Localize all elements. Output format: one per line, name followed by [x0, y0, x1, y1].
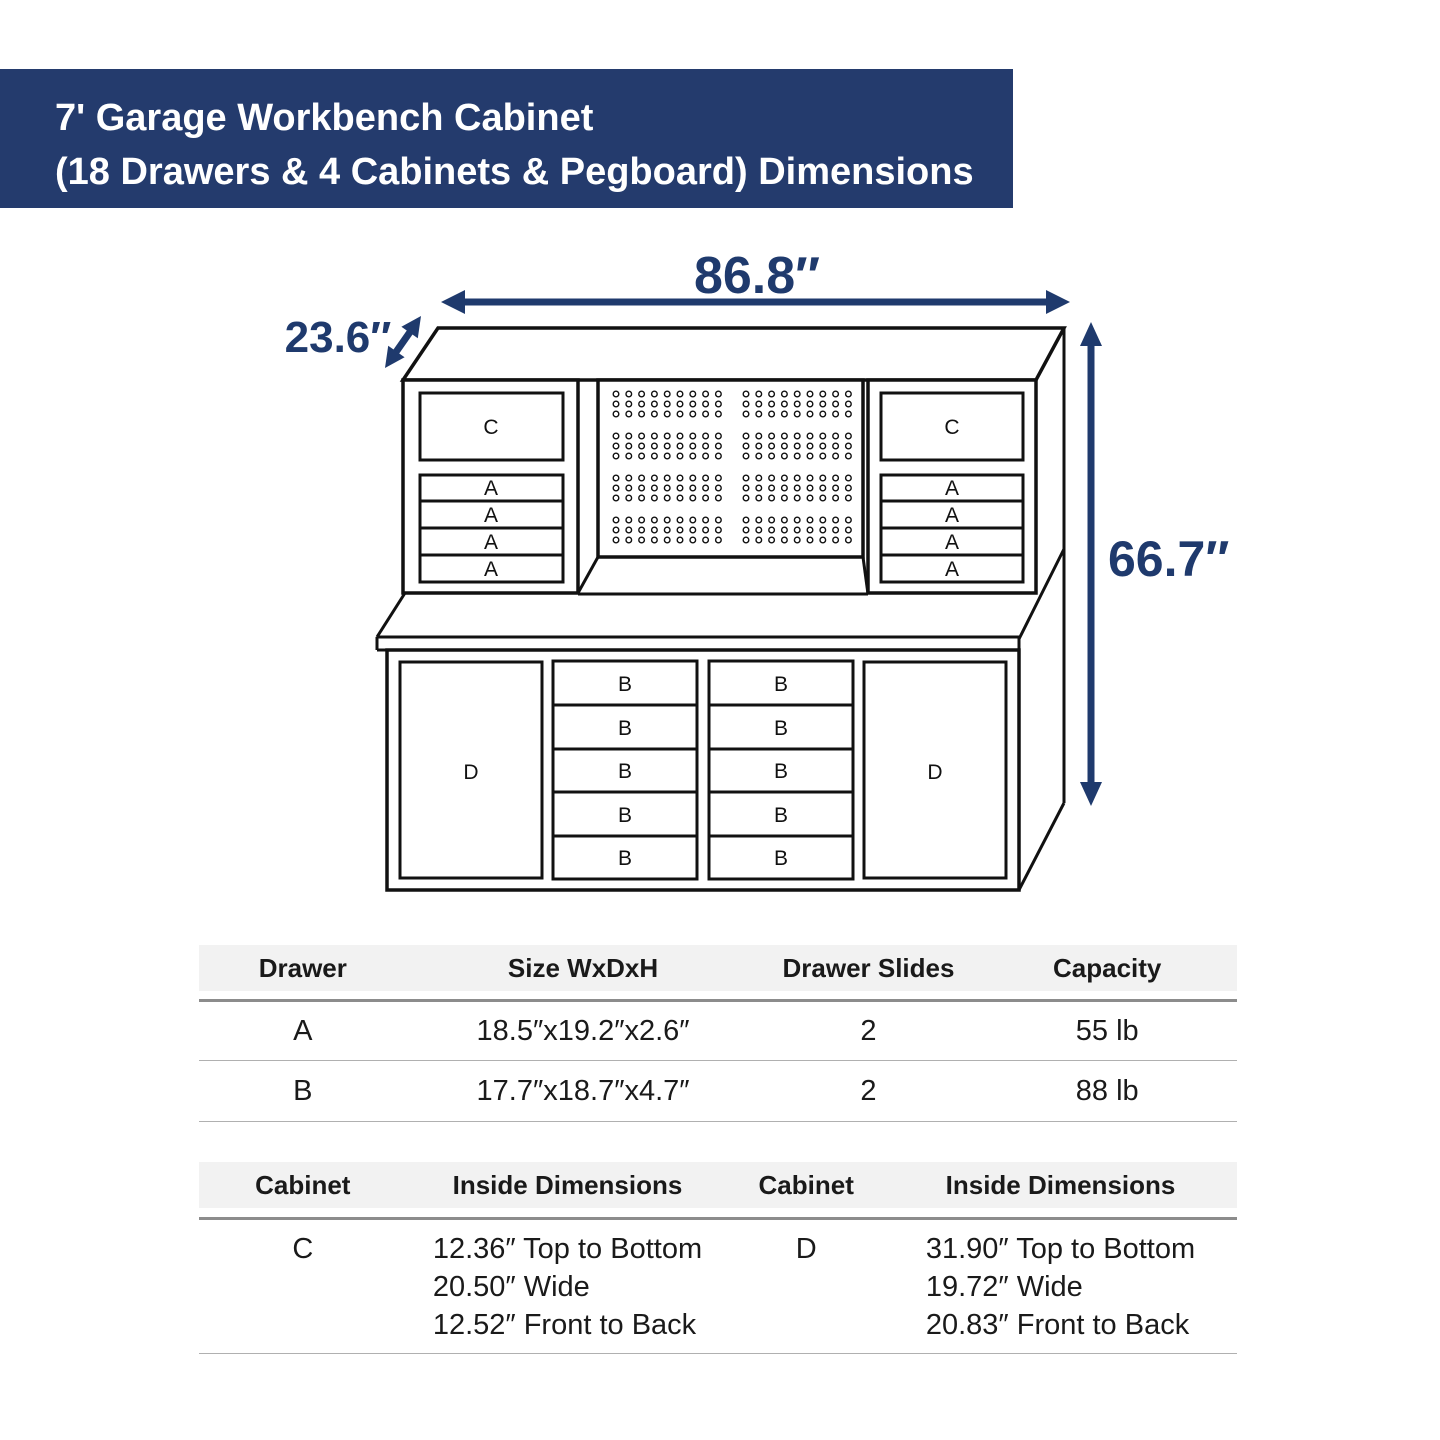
drawer-a-label: A: [483, 558, 499, 581]
cabinet-d-dimensions: [884, 1220, 1237, 1344]
drawer-a-label: A: [944, 531, 960, 554]
drawer-b-label: B: [617, 673, 633, 696]
drawer-b-label: B: [773, 760, 789, 783]
drawer-a-label: A: [944, 504, 960, 527]
header-capacity: Capacity: [1053, 952, 1162, 983]
drawer-a-capacity: 55 lb: [1075, 1014, 1139, 1047]
drawer-b-label: B: [617, 717, 633, 740]
header-gap: [199, 991, 1237, 999]
header-cabinet-2: Cabinet: [758, 1169, 854, 1200]
depth-dimension-label: 23.6″: [284, 313, 392, 362]
header-drawer-slides: Drawer Slides: [782, 952, 955, 983]
drawer-b-label: B: [773, 847, 789, 870]
cabinet-c-dim-line: 12.36″ Top to Bottom: [432, 1233, 703, 1265]
cabinet-c-label: C: [944, 416, 960, 439]
drawer-b-label: B: [617, 804, 633, 827]
drawer-b-label: B: [773, 673, 789, 696]
pegboard-panel: [578, 380, 868, 594]
drawer-a-label: A: [483, 477, 499, 500]
drawer-table-header: [199, 945, 1237, 991]
header-size: Size WxDxH: [507, 952, 659, 983]
cabinet-d-label: D: [463, 761, 479, 784]
drawer-a-label: A: [483, 504, 499, 527]
drawer-b-label: B: [617, 760, 633, 783]
width-dimension-label: 86.8″: [693, 247, 821, 305]
cabinet-c-label: C: [483, 416, 499, 439]
drawer-b-label: B: [773, 717, 789, 740]
drawer-a-slides: 2: [860, 1014, 877, 1047]
cabinet-d-dim-line: 20.83″ Front to Back: [925, 1309, 1190, 1341]
title-line-1: 7' Garage Workbench Cabinet: [55, 97, 594, 139]
drawer-b-slides: 2: [860, 1074, 877, 1107]
table-row: [199, 1220, 1237, 1354]
cabinet-d-name: D: [795, 1233, 817, 1265]
header-cabinet-1: Cabinet: [255, 1169, 351, 1200]
drawer-b-label: B: [773, 804, 789, 827]
header-inside-dims-2: Inside Dimensions: [945, 1169, 1176, 1200]
drawer-b-name: B: [293, 1074, 313, 1107]
drawer-a-size: 18.5″x19.2″x2.6″: [476, 1014, 690, 1047]
header-gap: [199, 1208, 1237, 1217]
cabinet-c-name: C: [292, 1233, 314, 1265]
base-cabinet: [387, 650, 1019, 890]
drawer-b-size: 17.7″x18.7″x4.7″: [476, 1074, 690, 1107]
cabinet-table-header: [199, 1162, 1237, 1208]
hutch-top-face: [403, 328, 1064, 380]
header-inside-dims-1: Inside Dimensions: [452, 1169, 683, 1200]
cabinet-d-dim-line: 31.90″ Top to Bottom: [925, 1233, 1196, 1265]
drawer-spec-table: [199, 945, 1237, 1122]
drawer-b-capacity: 88 lb: [1075, 1074, 1139, 1107]
table-row: [199, 1002, 1237, 1061]
cabinet-c-dimensions: [407, 1220, 729, 1344]
title-line-2: (18 Drawers & 4 Cabinets & Pegboard) Dimensions: [55, 151, 974, 193]
cabinet-d-dim-line: 19.72″ Wide: [925, 1271, 1083, 1303]
table-row: [199, 1061, 1237, 1122]
height-dimension-arrow: [1080, 322, 1102, 806]
drawer-a-label: A: [944, 477, 960, 500]
cabinet-spec-table: [199, 1162, 1237, 1354]
drawer-a-label: A: [483, 531, 499, 554]
header-drawer: Drawer: [258, 952, 347, 983]
cabinet-c-dim-line: 12.52″ Front to Back: [432, 1309, 697, 1341]
cabinet-c-dim-line: 20.50″ Wide: [432, 1271, 590, 1303]
drawer-b-label: B: [617, 847, 633, 870]
drawer-a-name: A: [293, 1014, 313, 1047]
drawer-a-label: A: [944, 558, 960, 581]
height-dimension-label: 66.7″: [1108, 531, 1230, 587]
cabinet-d-label: D: [927, 761, 943, 784]
